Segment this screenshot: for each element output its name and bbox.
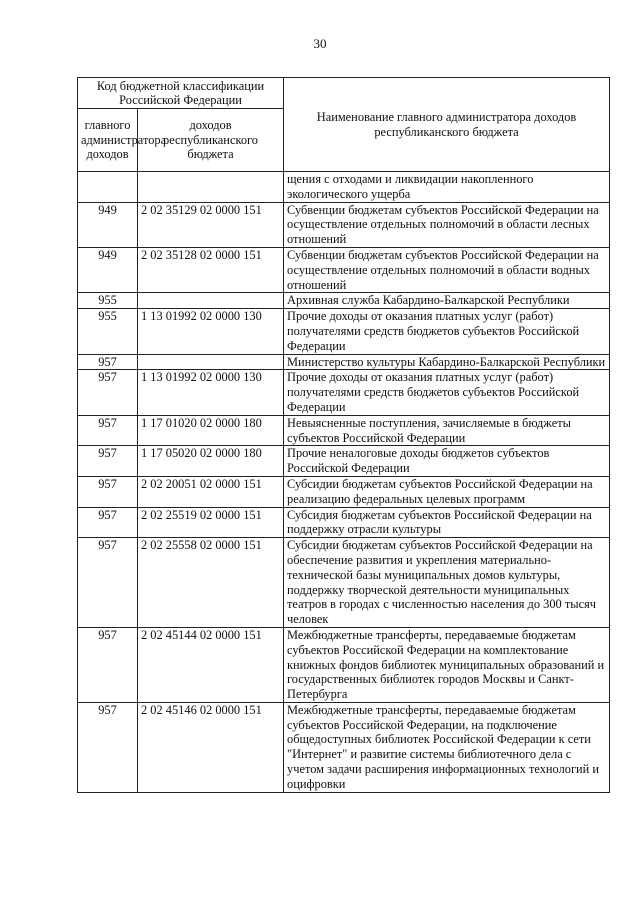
income-code-cell: 2 02 20051 02 0000 151 — [138, 476, 284, 507]
header-admin-column: главного администратора доходов — [78, 109, 138, 172]
table-header — [78, 78, 610, 172]
table-row — [78, 476, 610, 507]
income-code-cell — [138, 354, 284, 370]
administrator-name-cell: Межбюджетные трансферты, передаваемые бюджетам субъектов Российской Федерации, на подключение общедоступных библиотек Российской Федерации к сети "Интернет" и развитие системы библиотечного дела с учетом задачи расширения информационных технологий и оцифровки — [284, 702, 610, 792]
admin-code-cell: 957 — [78, 446, 138, 477]
administrator-name-cell: Субвенции бюджетам субъектов Российской Федерации на осуществление отдельных полномочий в области водных отношений — [284, 247, 610, 292]
income-code-cell: 2 02 25519 02 0000 151 — [138, 507, 284, 538]
administrator-name-cell: Субсидии бюджетам субъектов Российской Федерации на обеспечение развития и укрепления материально-технической базы муниципальных домов культуры, поддержку творческой деятельности муниципальных театров в городах с численностью населения до 300 тысяч человек — [284, 538, 610, 628]
table-row — [78, 309, 610, 354]
administrator-name-cell: Министерство культуры Кабардино-Балкарской Республики — [284, 354, 610, 370]
income-code-cell: 1 17 01020 02 0000 180 — [138, 415, 284, 446]
table-row — [78, 172, 610, 203]
income-code-cell: 2 02 35129 02 0000 151 — [138, 202, 284, 247]
admin-code-cell: 957 — [78, 627, 138, 702]
header-income-column: доходов республиканского бюджета — [138, 109, 284, 172]
income-code-cell: 2 02 25558 02 0000 151 — [138, 538, 284, 628]
admin-code-cell: 957 — [78, 507, 138, 538]
table-row — [78, 354, 610, 370]
administrator-name-cell: Субвенции бюджетам субъектов Российской Федерации на осуществление отдельных полномочий в области лесных отношений — [284, 202, 610, 247]
table-row — [78, 627, 610, 702]
table-row — [78, 247, 610, 292]
table-row — [78, 507, 610, 538]
table-row — [78, 415, 610, 446]
income-code-cell: 1 17 05020 02 0000 180 — [138, 446, 284, 477]
administrator-name-cell: Архивная служба Кабардино-Балкарской Республики — [284, 293, 610, 309]
income-code-cell: 1 13 01992 02 0000 130 — [138, 370, 284, 415]
table-row — [78, 293, 610, 309]
table-row — [78, 202, 610, 247]
table-row — [78, 702, 610, 792]
admin-code-cell: 957 — [78, 476, 138, 507]
table-body — [78, 172, 610, 793]
table-row — [78, 446, 610, 477]
administrator-name-cell: Прочие неналоговые доходы бюджетов субъектов Российской Федерации — [284, 446, 610, 477]
admin-code-cell: 957 — [78, 415, 138, 446]
income-code-cell: 2 02 45144 02 0000 151 — [138, 627, 284, 702]
income-code-cell: 1 13 01992 02 0000 130 — [138, 309, 284, 354]
income-code-cell — [138, 172, 284, 203]
admin-code-cell: 957 — [78, 702, 138, 792]
administrator-name-cell: Прочие доходы от оказания платных услуг (работ) получателями средств бюджетов субъектов Российской Федерации — [284, 309, 610, 354]
admin-code-cell: 955 — [78, 293, 138, 309]
administrator-name-cell: Межбюджетные трансферты, передаваемые бюджетам субъектов Российской Федерации на комплектование книжных фондов библиотек муниципальных образований и государственных библиотек городов Москвы и Санкт-Петербурга — [284, 627, 610, 702]
income-code-cell — [138, 293, 284, 309]
admin-code-cell: 955 — [78, 309, 138, 354]
administrator-name-cell: Прочие доходы от оказания платных услуг (работ) получателями средств бюджетов субъектов Российской Федерации — [284, 370, 610, 415]
budget-classification-table — [77, 77, 610, 793]
income-code-cell: 2 02 35128 02 0000 151 — [138, 247, 284, 292]
admin-code-cell: 957 — [78, 354, 138, 370]
admin-code-cell: 957 — [78, 370, 138, 415]
admin-code-cell: 949 — [78, 247, 138, 292]
table-row — [78, 370, 610, 415]
admin-code-cell: 949 — [78, 202, 138, 247]
table-row — [78, 538, 610, 628]
header-group-title: Код бюджетной классификации Российской Федерации — [78, 78, 284, 109]
income-code-cell: 2 02 45146 02 0000 151 — [138, 702, 284, 792]
admin-code-cell: 957 — [78, 538, 138, 628]
administrator-name-cell: Субсидия бюджетам субъектов Российской Федерации на поддержку отрасли культуры — [284, 507, 610, 538]
admin-code-cell — [78, 172, 138, 203]
administrator-name-cell: щения с отходами и ликвидации накопленного экологического ущерба — [284, 172, 610, 203]
header-name-column: Наименование главного администратора доходов республиканского бюджета — [284, 78, 610, 172]
page-number: 30 — [313, 36, 327, 51]
administrator-name-cell: Субсидии бюджетам субъектов Российской Федерации на реализацию федеральных целевых программ — [284, 476, 610, 507]
administrator-name-cell: Невыясненные поступления, зачисляемые в бюджеты субъектов Российской Федерации — [284, 415, 610, 446]
